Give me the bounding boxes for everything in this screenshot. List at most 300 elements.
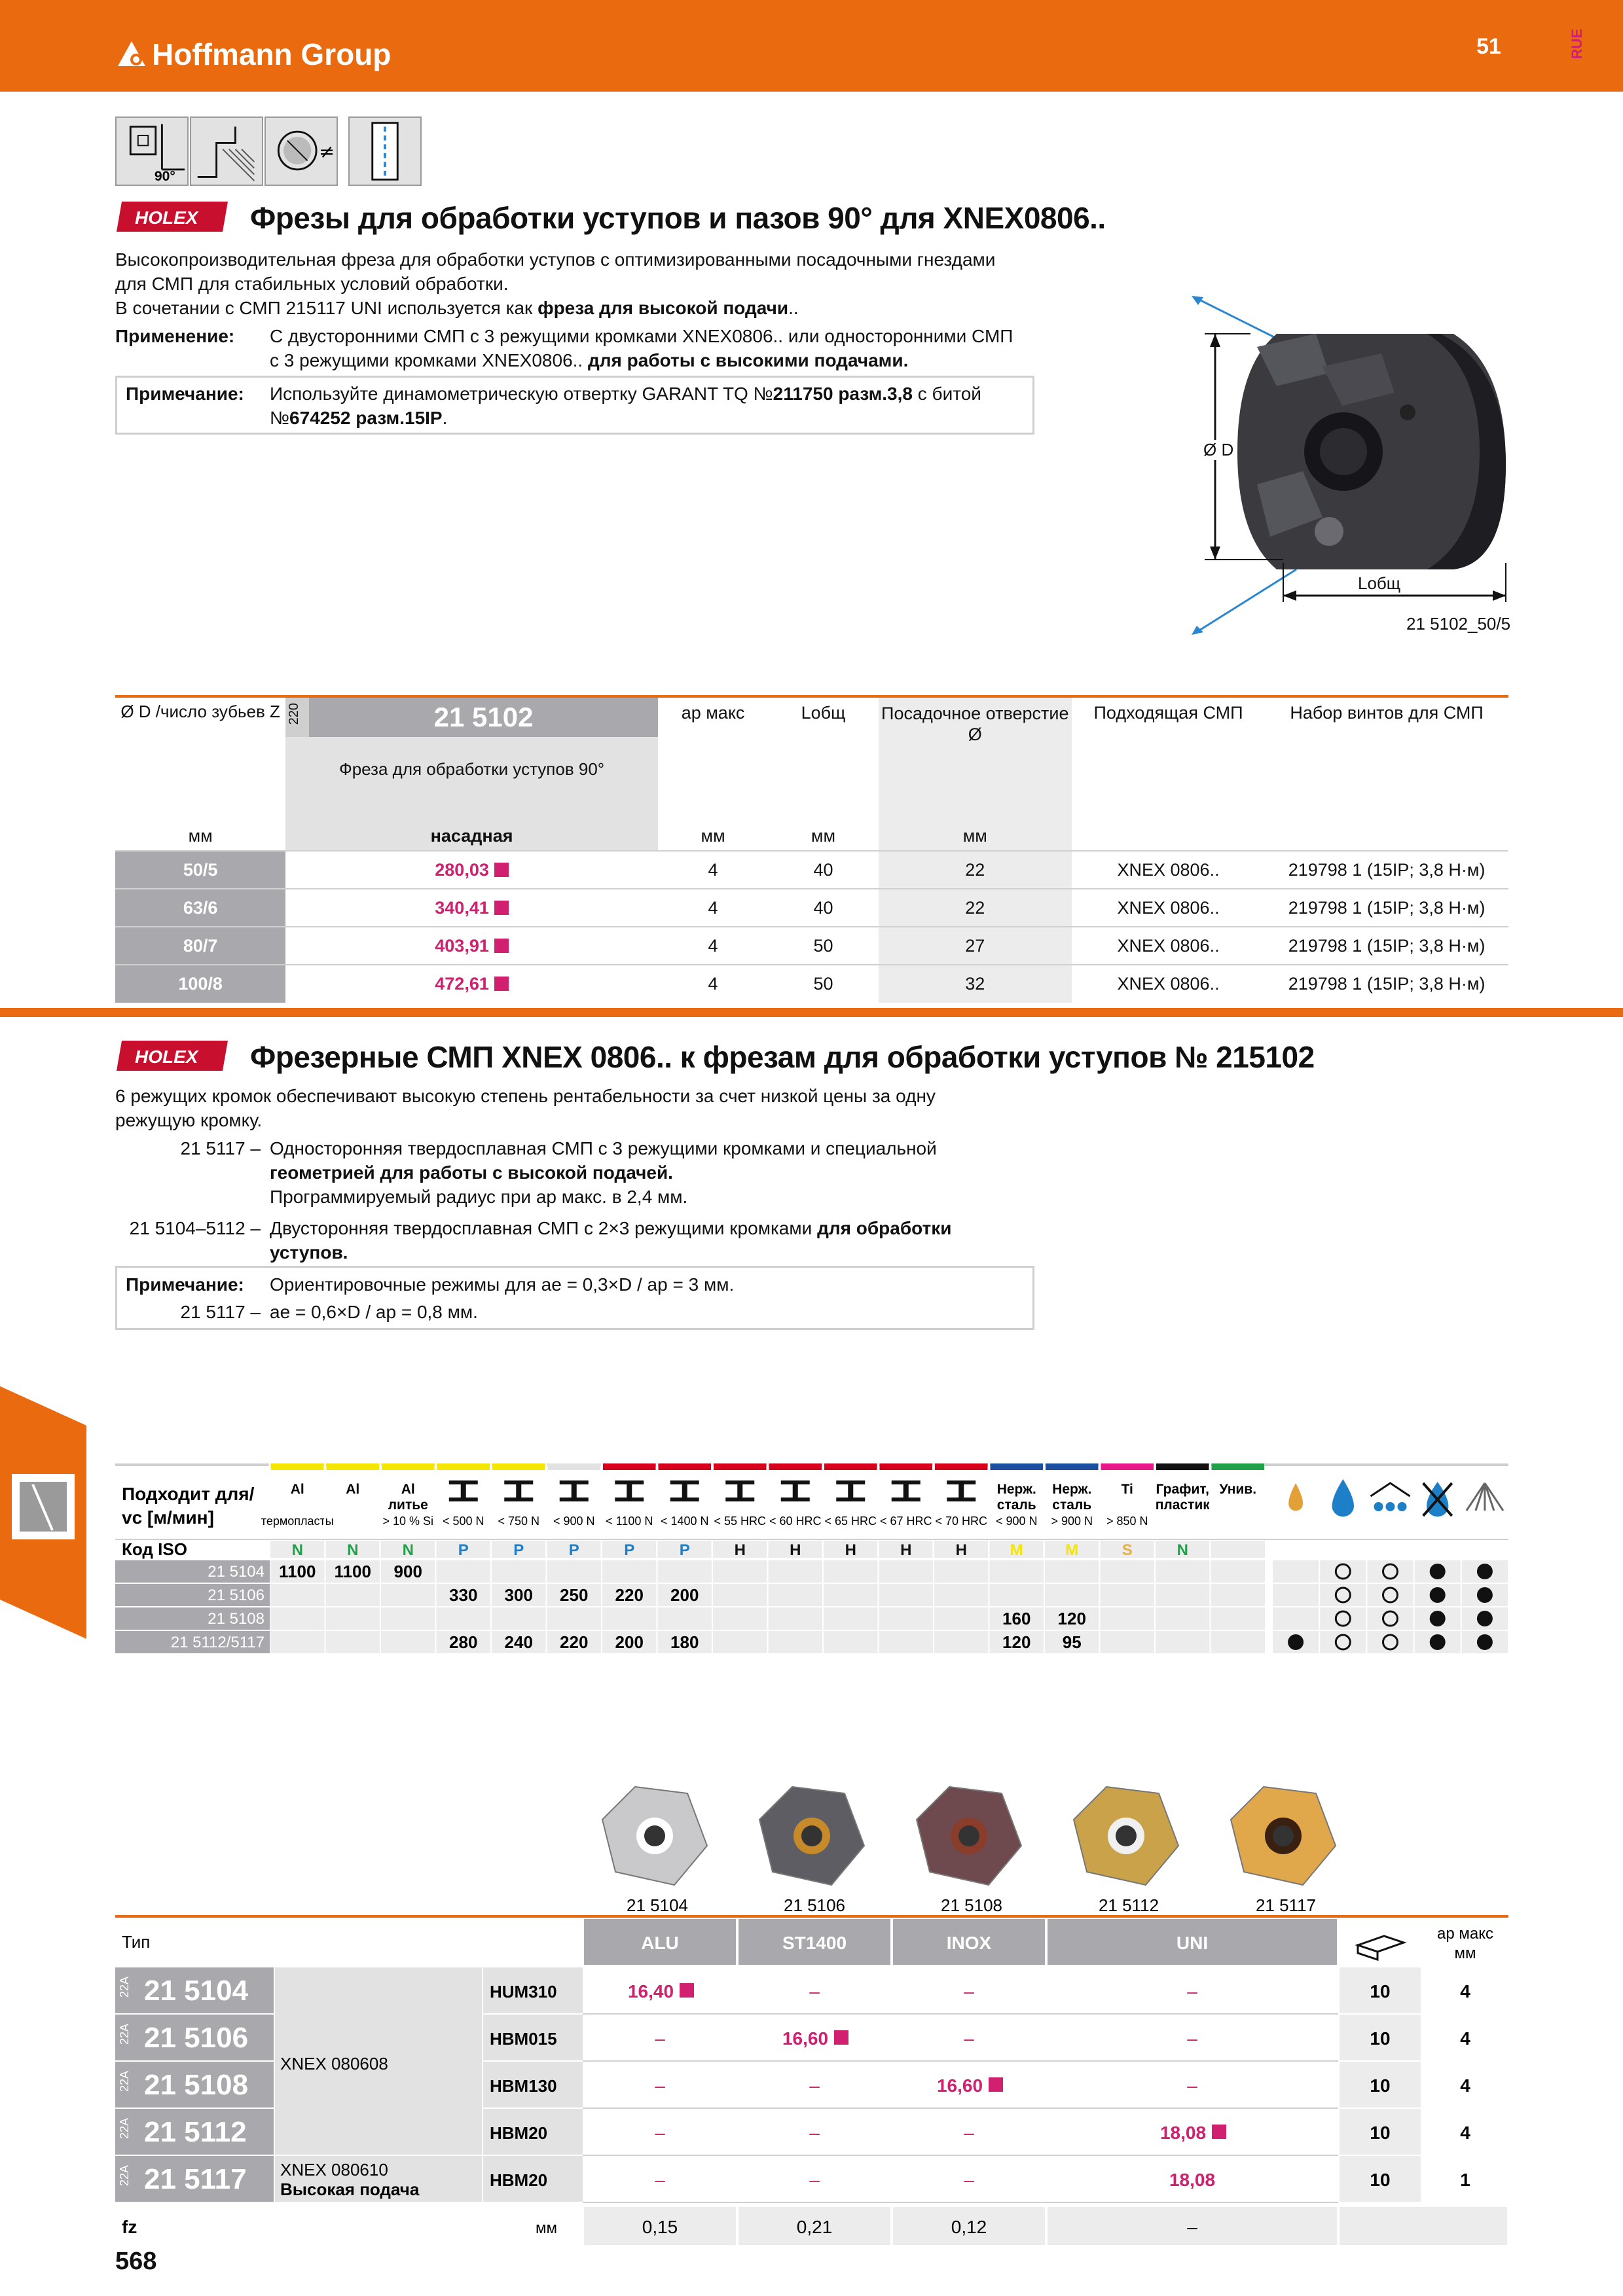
cutting-speed: 220 [615,1585,644,1605]
article-prefix: 22A [118,2117,131,2139]
fz-value: 0,15 [642,2217,678,2237]
value-cell [1156,1584,1210,1606]
brand-name: Hoffmann Group [152,37,392,71]
material-stripe [603,1463,656,1470]
material-top-label: Нерж. [996,1482,1036,1497]
order-square-icon[interactable] [1212,2125,1226,2139]
note-part: . [442,408,448,428]
value-cell [1156,1631,1210,1653]
material-stripe [714,1463,767,1470]
material-stripe [437,1463,490,1470]
intro-line: для СМП для стабильных условий обработки. [115,274,509,294]
material-stripe [492,1463,545,1470]
dash-value: – [655,2075,665,2096]
insert-photos [589,1774,1375,1918]
value-cell [381,1631,435,1653]
cutting-speed: 300 [504,1585,533,1605]
cell-insert: XNEX 0806.. [1072,965,1265,1003]
article-description: Фреза для обработки уступов 90° [338,759,605,779]
item1-code: 21 5117 – [180,1138,261,1158]
holex-badge [115,1039,229,1072]
ap-label: ap макс [1437,1925,1493,1943]
cutting-speed: 1100 [334,1562,371,1581]
image-caption: 21 5102_50/5 [1406,614,1511,634]
steel-beam-icon [504,1480,533,1501]
material-stripe [769,1463,822,1470]
item2-line [270,1216,1055,1240]
insert-code-label: 21 5117 [1255,1895,1317,1915]
cutting-speed: 220 [560,1632,589,1652]
value-cell [602,1607,657,1630]
value-cell [437,1560,491,1583]
row-code: 21 5108 [208,1610,264,1628]
cell-price [285,965,658,1003]
section1-intro [115,247,1032,320]
value-cell [879,1560,934,1583]
value-cell [769,1607,823,1630]
material-top-label: Al [346,1482,360,1497]
material-bottom-label: < 750 N [498,1515,540,1528]
price-value: 16,60 [936,2075,983,2096]
dash-value: – [964,2123,974,2143]
cell-ap: 4 [658,889,768,927]
material-bottom-label: < 55 HRC [714,1515,767,1528]
article-code: 21 5106 [144,2022,249,2054]
recommended-circle-icon [1477,1634,1493,1650]
order-square-icon[interactable] [494,977,509,991]
cell-screws: 219798 1 (15IP; 3,8 Н·м) [1265,927,1508,965]
value-cell [1156,1560,1210,1583]
value-cell [381,1584,435,1606]
value-cell [326,1607,380,1630]
cell-ap: 4 [658,851,768,889]
cell-d: 50/5 [115,851,285,889]
dash-value: – [809,2170,820,2190]
recommended-circle-icon [1288,1634,1304,1650]
iso-label: Код ISO [122,1539,187,1559]
coolant-cell [1273,1560,1319,1583]
air-icon [1467,1483,1503,1511]
material-stripe [271,1463,324,1470]
item2-code: 21 5104–5112 – [129,1218,261,1238]
designation-b2: Высокая подача [280,2179,420,2199]
note-text [270,382,1029,430]
value-cell [824,1607,878,1630]
material-bottom-label: термопласты [261,1515,334,1528]
order-square-icon[interactable] [989,2077,1003,2092]
material-bottom-label: > 850 N [1106,1515,1148,1528]
designation-b1: XNEX 080610 [280,2160,388,2179]
iso-code: N [291,1541,303,1559]
fz-label: fz [122,2217,137,2237]
90-degree-shoulder-icon [115,117,189,186]
fz-value: 0,12 [951,2217,987,2237]
material-stripe [659,1463,712,1470]
value-cell [1101,1607,1155,1630]
price-value: 18,08 [1169,2170,1216,2190]
unit-mm: мм [188,826,213,846]
row-code: 21 5112/5117 [170,1634,264,1651]
price-value: 280,03 [435,859,489,880]
cutting-speed: 95 [1062,1632,1082,1652]
unequal-pitch-icon [264,117,338,186]
intro-text: В сочетании с СМП 215117 UNI используется как [115,298,538,318]
iso-code: H [955,1541,967,1559]
article-code: 21 5117 [144,2163,247,2195]
steel-beam-icon [670,1480,699,1501]
table-row [115,965,1508,1003]
geometry-code: HBM015 [490,2029,557,2049]
insert-photo [1074,1787,1178,1885]
note-emph: 211750 разм.3,8 [773,384,913,404]
brand-logo [117,37,391,72]
value-cell [658,1560,712,1583]
table-row [115,889,1508,927]
cell-d: 80/7 [115,927,285,965]
insert-code-label: 21 5108 [941,1895,1002,1915]
iso-code: H [900,1541,912,1559]
value-cell [879,1631,934,1653]
value-cell [713,1607,767,1630]
note-line [270,382,1029,406]
cell-insert: XNEX 0806.. [1072,851,1265,889]
recommended-circle-icon [1477,1564,1493,1579]
steel-beam-icon [781,1480,810,1501]
material-top-label: Нерж. [1052,1482,1092,1497]
material-stripe [991,1463,1044,1470]
coolant-cell [1273,1584,1319,1606]
value-cell [1211,1631,1266,1653]
dash-value: – [1187,2028,1197,2049]
item1-line: Односторонняя твердосплавная СМП с 3 режущими кромками и специальной [270,1138,937,1158]
section-page-number: 51 [1476,34,1501,59]
cell-d: 100/8 [115,965,285,1003]
svg-text:≠: ≠ [318,140,335,163]
iso-code: P [568,1541,579,1559]
intro-line: режущую кромку. [115,1110,263,1130]
price-value: 18,08 [1159,2123,1207,2143]
col-ap-header: ap макс [681,703,745,723]
material-stripe [1212,1463,1265,1470]
iso-code: H [734,1541,746,1559]
article-prefix: 22A [118,2070,131,2092]
intro-line: 6 режущих кромок обеспечивают высокую степень рентабельности за счет низкой цены за одну [115,1086,936,1106]
material-stripe [880,1463,933,1470]
material-stripe [824,1463,877,1470]
material-top-label: Al [401,1482,415,1497]
order-square-icon[interactable] [494,939,509,953]
value-cell [1045,1584,1099,1606]
cutting-speed: 250 [560,1585,589,1605]
note-emph: 674252 разм.15IP [289,408,443,428]
geometry-code: HUM310 [490,1982,557,2001]
iso-code: H [845,1541,856,1559]
unit-mm: мм [879,822,1072,851]
section-divider [0,1008,1623,1017]
application-text [270,324,1055,372]
value-cell [934,1607,989,1630]
cell-l: 40 [768,851,878,889]
cell-insert: XNEX 0806.. [1072,889,1265,927]
iso-code: H [790,1541,801,1559]
cutting-speed: 280 [449,1632,478,1652]
coolant-cell [1273,1607,1319,1630]
material-bottom-label: < 500 N [442,1515,484,1528]
note-part: Используйте динамометрическую отвертку GARANT TQ № [270,384,773,404]
iso-code: M [1065,1541,1079,1559]
note-code: 21 5117 – [180,1302,261,1322]
grade-header: INOX [946,1933,992,1953]
value-cell [602,1560,657,1583]
insert-code-label: 21 5112 [1098,1895,1159,1915]
material-top-label: сталь [996,1498,1036,1513]
value-cell [713,1560,767,1583]
svg-text:HOLEX: HOLEX [135,1047,198,1067]
cell-bore: 22 [879,889,1072,927]
material-stripe [327,1463,380,1470]
insert-price-table [115,1918,1508,2245]
ap-value: 1 [1460,2170,1470,2190]
oil-drop-icon [1288,1483,1303,1511]
item2-line: уступов. [270,1242,348,1263]
order-square-icon[interactable] [494,863,509,877]
ap-unit: мм [1454,1945,1476,1962]
cutting-speed: 1100 [279,1562,316,1581]
dry-icon [1423,1482,1452,1516]
value-cell [547,1607,602,1630]
fz-value: – [1187,2217,1197,2237]
suitable-label: Подходит для/ [122,1484,255,1504]
unit-mount: насадная [285,822,658,851]
order-square-icon[interactable] [680,1983,694,1998]
internal-coolant-icon [348,117,422,186]
fz-value: 0,21 [796,2217,833,2237]
pack-quantity: 10 [1370,2123,1391,2143]
material-bottom-label: < 65 HRC [824,1515,877,1528]
emulsion-drop-icon [1332,1479,1354,1516]
dash-value: – [655,2028,665,2049]
note-label: Примечание: [126,1274,244,1295]
material-stripe [548,1463,601,1470]
dash-value: – [964,2028,974,2049]
cell-bore: 22 [879,851,1072,889]
dash-value: – [809,2123,820,2143]
cutting-speed: 120 [1002,1632,1031,1652]
material-bottom-label: < 67 HRC [879,1515,932,1528]
dash-value: – [655,2123,665,2143]
dash-value: – [964,1981,974,2001]
value-cell [934,1631,989,1653]
cutting-speed: 240 [504,1632,533,1652]
cutting-speed: 900 [393,1562,422,1581]
cell-price [285,889,658,927]
material-top-label: Al [290,1482,304,1497]
material-bottom-label: > 900 N [1051,1515,1093,1528]
cell-ap: 4 [658,927,768,965]
price-value: 472,61 [435,974,489,994]
cutting-speed: 180 [670,1632,699,1652]
dash-value: – [809,1981,820,2001]
col-bore-header: Посадочное отверстие Ø [879,698,1072,822]
language-tag: RUE [1569,29,1585,60]
value-cell [769,1631,823,1653]
dimension-d-label: Ø D [1203,440,1234,459]
iso-code: N [1176,1541,1188,1559]
item2-part: Двусторонняя твердосплавная СМП с 2×3 режущими кромками [270,1218,818,1238]
article-number: 21 5102 [309,698,658,737]
dash-value: – [1187,2075,1197,2096]
designation-a: XNEX 080608 [280,2054,388,2073]
value-cell [1211,1584,1266,1606]
insert-photo [917,1787,1021,1885]
iso-code: P [624,1541,635,1559]
application-emph: для работы с высокими подачами. [587,350,909,370]
pack-quantity: 10 [1370,2170,1391,2190]
value-cell [990,1584,1044,1606]
pack-quantity: 10 [1370,2075,1391,2096]
cell-screws: 219798 1 (15IP; 3,8 Н·м) [1265,965,1508,1003]
iso-code: N [347,1541,359,1559]
steel-beam-icon [836,1480,865,1501]
material-stripe [935,1463,988,1470]
value-cell [824,1560,878,1583]
application-line: С двусторонними СМП с 3 режущими кромками XNEX0806.. или односторонними СМП [270,326,1013,346]
steel-beam-icon [560,1480,589,1501]
value-cell [326,1584,380,1606]
material-top-label: пластик [1155,1498,1210,1513]
dimension-l-label: Lобщ [1358,573,1401,593]
article-220-tag: 220 [287,703,302,725]
cell-l: 40 [768,889,878,927]
pack-quantity: 10 [1370,2028,1391,2049]
recommended-circle-icon [1430,1564,1446,1579]
steel-beam-icon [892,1480,921,1501]
value-cell [270,1607,325,1630]
geometry-code: HBM130 [490,2076,557,2096]
dash-value: – [1187,1981,1197,2001]
col-insert-header: Подходящая СМП [1093,703,1243,723]
intro-emph: фреза для высокой подачи [538,298,789,318]
row-code: 21 5104 [208,1563,264,1581]
fz-unit: мм [536,2219,557,2237]
value-cell [934,1560,989,1583]
holex-badge [115,200,229,233]
steel-beam-icon [725,1480,754,1501]
value-cell [658,1607,712,1630]
value-cell [492,1560,546,1583]
note-part: № [270,408,290,428]
steel-beam-icon [947,1480,976,1501]
note-part: с битой [912,384,981,404]
cell-l: 50 [768,965,878,1003]
svg-text:HOLEX: HOLEX [135,207,198,228]
steel-beam-icon [449,1480,478,1501]
material-stripe [382,1463,435,1470]
ap-value: 4 [1460,2123,1470,2143]
material-top-label: сталь [1052,1498,1092,1513]
intro-line [115,296,1032,320]
material-top-label: Графит, [1156,1482,1209,1497]
value-cell [824,1631,878,1653]
article-prefix: 22A [118,2023,131,2045]
material-bottom-label: > 10 % Si [382,1515,434,1528]
insert-photo [1231,1787,1336,1885]
suitable-label-2: vc [м/мин] [122,1507,214,1528]
grade-header: ALU [641,1933,679,1953]
cutting-speed: 200 [615,1632,644,1652]
order-square-icon[interactable] [834,2030,848,2045]
cell-screws: 219798 1 (15IP; 3,8 Н·м) [1265,889,1508,927]
value-cell [1045,1560,1099,1583]
materials-table [115,1463,1508,1660]
article-prefix: 22A [118,2164,131,2186]
intro-text: .. [788,298,799,318]
section1-title: Фрезы для обработки уступов и пазов 90° для XNEX0806.. [250,201,1106,235]
cutting-speed: 160 [1002,1609,1031,1628]
insert-code-label: 21 5104 [627,1895,688,1915]
steel-beam-icon [615,1480,644,1501]
cell-l: 50 [768,927,878,965]
cell-bore: 32 [879,965,1072,1003]
cell-ap: 4 [658,965,768,1003]
dash-value: – [964,2170,974,2190]
table-row [115,851,1508,889]
dash-value: – [655,2170,665,2190]
ap-value: 4 [1460,2028,1470,2049]
type-label: Тип [122,1932,151,1952]
item2-emph: для обработки [817,1218,952,1238]
iso-code: M [1010,1541,1023,1559]
material-bottom-label: < 70 HRC [935,1515,988,1528]
cell-screws: 219798 1 (15IP; 3,8 Н·м) [1265,851,1508,889]
cell-bore: 27 [879,927,1072,965]
value-cell [713,1584,767,1606]
value-cell [270,1631,325,1653]
chapter-side-tab [0,1386,86,1639]
insert-code-label: 21 5106 [784,1895,845,1915]
material-top-label: Ti [1121,1482,1133,1497]
value-cell [326,1631,380,1653]
material-stripe [1046,1463,1099,1470]
section2-intro [115,1084,1032,1132]
value-cell [713,1631,767,1653]
geometry-code: HBM20 [490,2123,548,2143]
iso-code: P [458,1541,469,1559]
value-cell [879,1584,934,1606]
recommended-circle-icon [1430,1634,1446,1650]
order-square-icon[interactable] [494,901,509,915]
grade-header: ST1400 [782,1933,847,1953]
material-bottom-label: < 900 N [995,1515,1038,1528]
col-article-header [285,698,658,822]
section2-title: Фрезерные СМП XNEX 0806.. к фрезам для обработки уступов № 215102 [250,1040,1315,1074]
material-top-label: литье [388,1498,428,1513]
unit-mm: мм [811,826,836,846]
note-label: Примечание: [126,384,244,404]
cutter-table [115,698,1508,1003]
unit-mm: мм [701,826,725,846]
application-text-part: с 3 режущими кромками XNEX0806.. [270,350,588,370]
material-bottom-label: < 1400 N [660,1515,709,1528]
material-bottom-label: < 60 HRC [769,1515,822,1528]
material-bottom-label: < 1100 N [606,1515,653,1528]
recommended-circle-icon [1477,1611,1493,1626]
cutting-speed: 120 [1057,1609,1086,1628]
pack-quantity: 10 [1370,1981,1391,2001]
material-stripe [1101,1463,1154,1470]
value-cell [492,1607,546,1630]
article-code: 21 5104 [144,1975,249,2007]
